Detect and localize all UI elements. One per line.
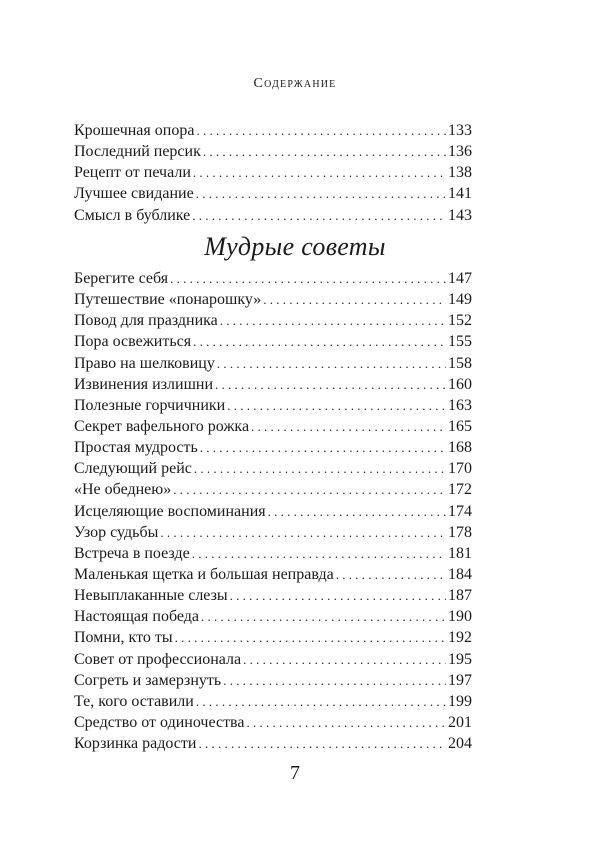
- toc-entry-page: 155: [448, 333, 472, 351]
- toc-list-before: [74, 120, 472, 226]
- section-heading: Мудрые советы: [204, 232, 386, 261]
- toc-entry: [74, 649, 472, 670]
- toc-entry-page: 172: [448, 481, 472, 499]
- dot-leader: [200, 437, 446, 458]
- dot-leader: [193, 162, 446, 183]
- toc-entry-title: Невыплаканные слезы: [74, 587, 228, 605]
- dot-leader: [160, 522, 446, 543]
- toc-entry: [74, 691, 472, 712]
- toc-entry-page: 174: [448, 502, 472, 520]
- toc-entry: [74, 353, 472, 374]
- toc-entry: [74, 162, 472, 183]
- toc-entry-title: Повод для праздника: [74, 312, 218, 330]
- dot-leader: [196, 120, 446, 141]
- page-number: 7: [290, 762, 300, 784]
- toc-entry: [74, 733, 472, 754]
- toc-entry-title: Средство от одиночества: [74, 713, 245, 731]
- toc-entry-page: 133: [448, 122, 472, 139]
- dot-leader: [215, 374, 446, 395]
- toc-entry: [74, 670, 472, 691]
- toc-entry-page: 160: [448, 375, 472, 393]
- toc-entry: [74, 374, 472, 395]
- toc-entry-title: Крошечная опора: [74, 122, 195, 139]
- toc-entry-page: 165: [448, 417, 472, 435]
- toc-entry-page: 143: [448, 206, 472, 224]
- dot-leader: [263, 289, 446, 310]
- toc-entry-page: 168: [448, 439, 472, 457]
- toc-entry-page: 197: [448, 671, 472, 689]
- toc-entry: [74, 331, 472, 352]
- dot-leader: [227, 395, 446, 416]
- toc-entry-title: Последний персик: [74, 143, 201, 161]
- toc-entry-page: 163: [448, 396, 472, 414]
- toc-entry: [74, 268, 472, 289]
- dot-leader: [268, 501, 446, 522]
- toc-entry-title: Следующий рейс: [74, 460, 192, 478]
- toc-entry: [74, 458, 472, 479]
- toc-entry-page: 204: [448, 735, 472, 753]
- toc-entry-page: 170: [448, 460, 472, 478]
- toc-entry-title: Корзинка радости: [74, 735, 197, 753]
- dot-leader: [223, 670, 446, 691]
- dot-leader: [170, 268, 446, 289]
- toc-entry: [74, 479, 472, 500]
- toc-entry-page: 149: [448, 291, 472, 309]
- toc-entry-page: 195: [448, 650, 472, 668]
- toc-entry: [74, 606, 472, 627]
- dot-leader: [193, 331, 446, 352]
- dot-leader: [192, 543, 446, 564]
- dot-leader: [203, 141, 446, 162]
- toc-entry: [74, 543, 472, 564]
- toc-entry-page: 184: [448, 565, 472, 583]
- toc-entry-title: Путешествие «понарошку»: [74, 291, 262, 309]
- toc-entry-title: Рецепт от печали: [74, 164, 191, 182]
- toc-entry-title: Встреча в поезде: [74, 544, 190, 562]
- toc-entry-title: Полезные горчичники: [74, 396, 226, 414]
- toc-list-section: [74, 268, 472, 754]
- toc-entry-title: Совет от профессионала: [74, 650, 242, 668]
- dot-leader: [251, 416, 446, 437]
- dot-leader: [243, 649, 446, 670]
- dot-leader: [336, 564, 446, 585]
- toc-entry: [74, 712, 472, 733]
- toc-entry-title: Простая мудрость: [74, 439, 198, 457]
- toc-entry-title: Смысл в бублике: [74, 206, 191, 224]
- toc-entry-page: 199: [448, 692, 472, 710]
- toc-entry-page: 136: [448, 143, 472, 161]
- toc-entry-page: 147: [448, 270, 472, 287]
- toc-entry-page: 192: [448, 629, 472, 647]
- dot-leader: [198, 733, 446, 754]
- toc-entry: [74, 416, 472, 437]
- toc-entry-page: 201: [448, 713, 472, 731]
- dot-leader: [247, 712, 447, 733]
- dot-leader: [201, 606, 446, 627]
- toc-entry: [74, 310, 472, 331]
- toc-entry-title: Пора освежиться: [74, 333, 192, 351]
- toc-entry-page: 190: [448, 608, 472, 626]
- running-head: Содержание: [253, 76, 337, 91]
- toc-entry: [74, 120, 472, 141]
- toc-entry: [74, 564, 472, 585]
- toc-entry-page: 178: [448, 523, 472, 541]
- toc-entry-title: Маленькая щетка и большая неправда: [74, 565, 334, 583]
- dot-leader: [173, 479, 446, 500]
- toc-entry-title: Исцеляющие воспоминания: [74, 502, 266, 520]
- toc-entry-title: «Не обеднею»: [74, 481, 172, 499]
- toc-entry: [74, 501, 472, 522]
- toc-entry-title: Извинения излишни: [74, 375, 214, 393]
- toc-entry: [74, 205, 472, 226]
- toc-entry-title: Секрет вафельного рожка: [74, 417, 250, 435]
- dot-leader: [192, 205, 446, 226]
- toc-entry-page: 138: [448, 164, 472, 182]
- dot-leader: [196, 183, 446, 204]
- toc-entry-title: Те, кого оставили: [74, 692, 194, 710]
- toc-entry: [74, 183, 472, 204]
- toc-entry-page: 141: [448, 185, 472, 203]
- toc-entry: [74, 289, 472, 310]
- dot-leader: [196, 691, 446, 712]
- dot-leader: [194, 458, 446, 479]
- dot-leader: [175, 627, 446, 648]
- dot-leader: [220, 310, 446, 331]
- toc-entry-title: Согреть и замерзнуть: [74, 671, 222, 689]
- toc-entry-title: Право на шелковицу: [74, 354, 215, 372]
- toc-entry: [74, 437, 472, 458]
- toc-entry-page: 187: [448, 587, 472, 605]
- toc-entry-title: Настоящая победа: [74, 608, 199, 626]
- toc-entry: [74, 522, 472, 543]
- toc-entry: [74, 627, 472, 648]
- toc-entry-page: 181: [448, 544, 472, 562]
- toc-entry: [74, 585, 472, 606]
- toc-entry-page: 158: [448, 354, 472, 372]
- toc-entry-title: Помни, кто ты: [74, 629, 173, 647]
- toc-entry: [74, 141, 472, 162]
- dot-leader: [230, 585, 446, 606]
- toc-entry: [74, 395, 472, 416]
- toc-entry-title: Узор судьбы: [74, 523, 159, 541]
- toc-entry-page: 152: [448, 312, 472, 330]
- toc-entry-title: Лучшее свидание: [74, 185, 194, 203]
- toc-entry-title: Берегите себя: [74, 270, 169, 287]
- dot-leader: [217, 353, 446, 374]
